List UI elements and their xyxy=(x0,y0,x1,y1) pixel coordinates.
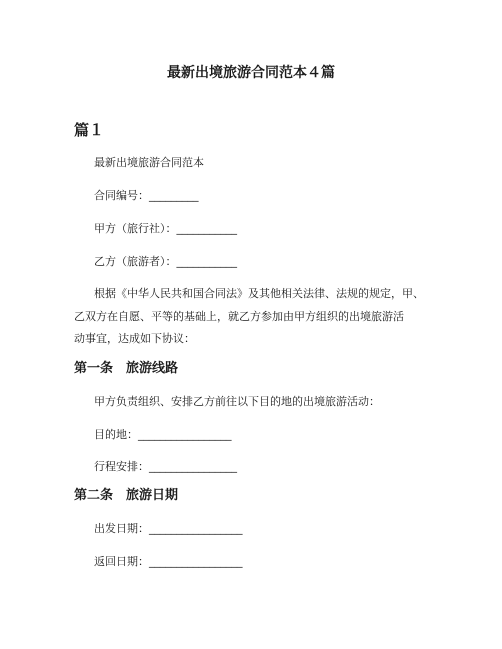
intro-line-2: 乙双方在自愿、平等的基础上，就乙方参加由甲方组织的出境旅游活 xyxy=(74,309,404,323)
itinerary-line: 行程安排：________________ xyxy=(94,460,237,473)
return-date-line: 返回日期：_________________ xyxy=(94,555,243,568)
document-title: 最新出境旅游合同范本４篇 xyxy=(167,65,335,81)
article-1-description: 甲方负责组织、安排乙方前往以下目的地的出境旅游活动： xyxy=(94,395,380,408)
article-2-heading: 第二条 旅游日期 xyxy=(74,488,179,503)
departure-date-line: 出发日期：_________________ xyxy=(94,522,243,535)
party-b-line: 乙方（旅游者）：___________ xyxy=(94,255,237,268)
party-a-line: 甲方（旅行社）：___________ xyxy=(94,222,237,235)
contract-number-line: 合同编号：_________ xyxy=(94,189,199,202)
intro-paragraph xyxy=(74,283,434,351)
article-1-heading: 第一条 旅游线路 xyxy=(74,361,179,376)
section-heading: 篇１ xyxy=(74,121,105,139)
intro-line-3: 动事宜，达成如下协议： xyxy=(74,332,195,345)
intro-line-1: 根据《中华人民共和国合同法》及其他相关法律、法规的规定，甲、 xyxy=(94,287,424,300)
destination-line: 目的地：_________________ xyxy=(94,428,232,441)
contract-title-line: 最新出境旅游合同范本 xyxy=(94,156,204,169)
